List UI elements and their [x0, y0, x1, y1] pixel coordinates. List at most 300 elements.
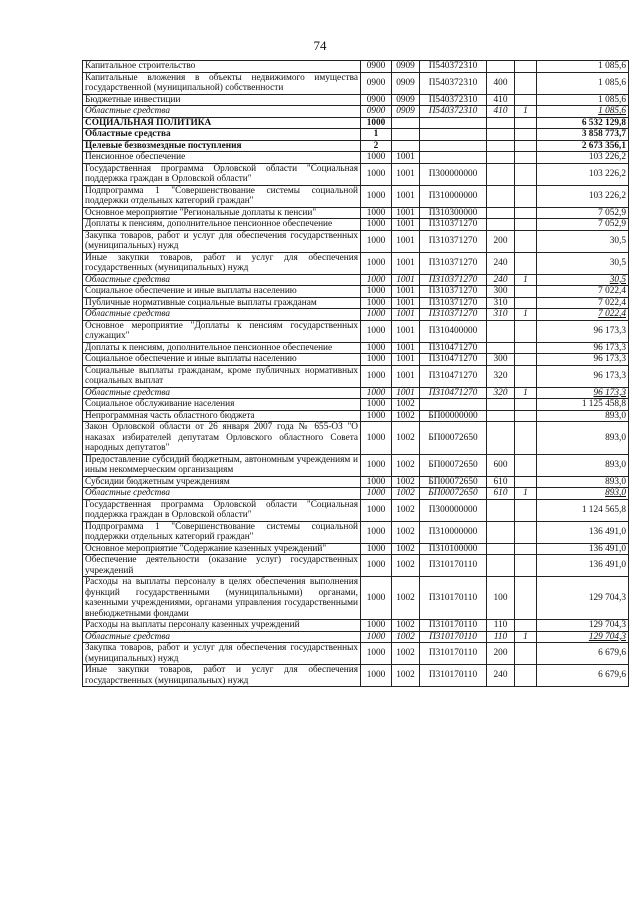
cell-funding-source: 1: [515, 106, 537, 118]
cell-expense-type: [487, 207, 515, 219]
cell-amount: 1 085,6: [537, 72, 629, 94]
cell-funding-source: [515, 454, 537, 476]
cell-subsection: 1002: [392, 488, 420, 500]
table-row: [83, 555, 629, 577]
table-row: [83, 286, 629, 298]
cell-amount: 6 679,6: [537, 665, 629, 687]
cell-subsection: 1002: [392, 476, 420, 488]
cell-expense-type: [487, 152, 515, 164]
cell-expense-type: [487, 320, 515, 342]
cell-section: 1000: [361, 454, 392, 476]
cell-section: 1000: [361, 422, 392, 455]
cell-amount: 136 491,0: [537, 521, 629, 543]
cell-name: Капитальное строительство: [83, 61, 361, 73]
cell-name: Закон Орловской области от 26 января 2007 года № 655-ОЗ "О наказах избирателей депутатам Орловского областного Совета народных депутатов": [83, 422, 361, 455]
cell-funding-source: [515, 620, 537, 632]
cell-section: 1000: [361, 476, 392, 488]
table-row: [83, 577, 629, 620]
cell-amount: 7 022,4: [537, 309, 629, 321]
cell-amount: 129 704,3: [537, 631, 629, 643]
table-row: [83, 117, 629, 129]
cell-funding-source: [515, 152, 537, 164]
cell-expense-type: 110: [487, 631, 515, 643]
cell-name: Пенсионное обеспечение: [83, 152, 361, 164]
cell-amount: 3 858 773,7: [537, 129, 629, 141]
cell-target-article: П310170110: [420, 643, 487, 665]
cell-subsection: 1002: [392, 521, 420, 543]
cell-expense-type: [487, 399, 515, 411]
cell-amount: 103 226,2: [537, 185, 629, 207]
cell-name: Областные средства: [83, 488, 361, 500]
cell-section: 1000: [361, 577, 392, 620]
table-row: [83, 620, 629, 632]
cell-section: 1000: [361, 410, 392, 422]
cell-subsection: 1001: [392, 252, 420, 274]
cell-expense-type: [487, 117, 515, 129]
cell-section: 1000: [361, 665, 392, 687]
cell-target-article: [420, 129, 487, 141]
cell-section: 0900: [361, 106, 392, 118]
cell-target-article: П540372310: [420, 106, 487, 118]
cell-amount: 6 532 129,8: [537, 117, 629, 129]
cell-section: 1000: [361, 152, 392, 164]
table-row: [83, 72, 629, 94]
table-row: [83, 354, 629, 366]
cell-name: Социальное обеспечение и иные выплаты населению: [83, 286, 361, 298]
cell-amount: 30,5: [537, 252, 629, 274]
cell-expense-type: [487, 185, 515, 207]
cell-name: Закупка товаров, работ и услуг для обеспечения государственных (муниципальных) нужд: [83, 230, 361, 252]
cell-funding-source: [515, 399, 537, 411]
cell-amount: 7 052,9: [537, 207, 629, 219]
cell-section: 1000: [361, 399, 392, 411]
table-row: [83, 399, 629, 411]
cell-section: 1000: [361, 555, 392, 577]
cell-subsection: 1001: [392, 207, 420, 219]
cell-subsection: 1001: [392, 320, 420, 342]
cell-section: 1000: [361, 643, 392, 665]
cell-expense-type: 400: [487, 72, 515, 94]
cell-section: 0900: [361, 94, 392, 106]
cell-expense-type: 310: [487, 297, 515, 309]
cell-section: 1000: [361, 488, 392, 500]
cell-subsection: [392, 117, 420, 129]
cell-funding-source: 1: [515, 274, 537, 286]
cell-amount: 893,0: [537, 454, 629, 476]
cell-subsection: 1001: [392, 219, 420, 231]
cell-subsection: 1001: [392, 365, 420, 387]
cell-amount: 30,5: [537, 274, 629, 286]
cell-section: 1000: [361, 320, 392, 342]
cell-section: 1000: [361, 219, 392, 231]
cell-funding-source: [515, 219, 537, 231]
cell-subsection: 1002: [392, 454, 420, 476]
cell-section: 1000: [361, 252, 392, 274]
cell-section: 1000: [361, 521, 392, 543]
cell-target-article: П310371270: [420, 230, 487, 252]
cell-funding-source: [515, 422, 537, 455]
cell-name: Субсидии бюджетным учреждениям: [83, 476, 361, 488]
cell-amount: 893,0: [537, 410, 629, 422]
cell-target-article: БП00072650: [420, 476, 487, 488]
cell-subsection: 1001: [392, 152, 420, 164]
cell-target-article: БП00072650: [420, 488, 487, 500]
cell-expense-type: 200: [487, 230, 515, 252]
table-row: [83, 476, 629, 488]
cell-section: 1000: [361, 297, 392, 309]
cell-target-article: П310170110: [420, 555, 487, 577]
cell-name: Областные средства: [83, 129, 361, 141]
cell-section: 1000: [361, 342, 392, 354]
cell-funding-source: [515, 577, 537, 620]
cell-subsection: [392, 140, 420, 152]
cell-expense-type: 300: [487, 354, 515, 366]
cell-expense-type: [487, 422, 515, 455]
cell-expense-type: 240: [487, 665, 515, 687]
table-row: [83, 365, 629, 387]
cell-name: Иные закупки товаров, работ и услуг для обеспечения государственных (муниципальных) нужд: [83, 665, 361, 687]
cell-name: Основное мероприятие "Региональные доплаты к пенсии": [83, 207, 361, 219]
cell-subsection: 1001: [392, 274, 420, 286]
table-row: [83, 410, 629, 422]
cell-name: Обеспечение деятельности (оказание услуг) государственных учреждений: [83, 555, 361, 577]
cell-name: Областные средства: [83, 274, 361, 286]
cell-target-article: [420, 152, 487, 164]
table-row: [83, 297, 629, 309]
cell-subsection: 1002: [392, 643, 420, 665]
cell-funding-source: 1: [515, 631, 537, 643]
cell-target-article: П310000000: [420, 521, 487, 543]
cell-subsection: 1001: [392, 354, 420, 366]
cell-amount: 136 491,0: [537, 555, 629, 577]
cell-section: 1: [361, 129, 392, 141]
table-row: [83, 543, 629, 555]
table-row: [83, 140, 629, 152]
cell-expense-type: [487, 342, 515, 354]
cell-expense-type: [487, 499, 515, 521]
cell-target-article: [420, 117, 487, 129]
cell-subsection: 1002: [392, 631, 420, 643]
table-row: [83, 61, 629, 73]
cell-name: Областные средства: [83, 387, 361, 399]
cell-expense-type: 410: [487, 106, 515, 118]
table-row: [83, 499, 629, 521]
table-row: [83, 274, 629, 286]
cell-funding-source: 1: [515, 309, 537, 321]
cell-amount: 893,0: [537, 488, 629, 500]
cell-amount: 7 022,4: [537, 286, 629, 298]
cell-target-article: П310170110: [420, 577, 487, 620]
cell-amount: 96 173,3: [537, 320, 629, 342]
cell-target-article: П540372310: [420, 72, 487, 94]
cell-target-article: БП00072650: [420, 454, 487, 476]
cell-expense-type: [487, 521, 515, 543]
cell-funding-source: [515, 499, 537, 521]
cell-funding-source: 1: [515, 387, 537, 399]
cell-amount: 96 173,3: [537, 342, 629, 354]
cell-expense-type: 110: [487, 620, 515, 632]
cell-section: 1000: [361, 543, 392, 555]
cell-target-article: [420, 140, 487, 152]
cell-expense-type: 320: [487, 387, 515, 399]
table-row: [83, 94, 629, 106]
cell-subsection: 1001: [392, 286, 420, 298]
cell-name: Иные закупки товаров, работ и услуг для обеспечения государственных (муниципальных) нужд: [83, 252, 361, 274]
table-row: [83, 342, 629, 354]
cell-subsection: 1002: [392, 620, 420, 632]
cell-funding-source: [515, 252, 537, 274]
cell-funding-source: [515, 94, 537, 106]
cell-amount: 2 673 356,1: [537, 140, 629, 152]
cell-expense-type: 240: [487, 252, 515, 274]
cell-name: Целевые безвозмездные поступления: [83, 140, 361, 152]
cell-amount: 96 173,3: [537, 387, 629, 399]
cell-amount: 1 085,6: [537, 106, 629, 118]
cell-amount: 103 226,2: [537, 152, 629, 164]
cell-subsection: 1002: [392, 577, 420, 620]
cell-target-article: П310471270: [420, 354, 487, 366]
cell-amount: 7 052,9: [537, 219, 629, 231]
cell-amount: 96 173,3: [537, 365, 629, 387]
cell-target-article: П310300000: [420, 207, 487, 219]
cell-section: 1000: [361, 499, 392, 521]
budget-table-body: [83, 61, 629, 687]
cell-funding-source: [515, 297, 537, 309]
cell-expense-type: [487, 543, 515, 555]
cell-target-article: БП00000000: [420, 410, 487, 422]
cell-funding-source: [515, 476, 537, 488]
cell-funding-source: [515, 286, 537, 298]
table-row: [83, 230, 629, 252]
cell-name: Социальные выплаты гражданам, кроме публичных нормативных социальных выплат: [83, 365, 361, 387]
table-row: [83, 521, 629, 543]
cell-expense-type: 410: [487, 94, 515, 106]
table-row: [83, 665, 629, 687]
cell-funding-source: [515, 521, 537, 543]
cell-name: Расходы на выплаты персоналу в целях обеспечения выполнения функций государственными (муниципальными) органами, казенными учреждениями, органами управления государственными внебюджетными фондами: [83, 577, 361, 620]
cell-section: 1000: [361, 207, 392, 219]
cell-target-article: П300000000: [420, 499, 487, 521]
cell-name: Основное мероприятие "Доплаты к пенсиям государственных служащих": [83, 320, 361, 342]
cell-target-article: П540372310: [420, 61, 487, 73]
cell-name: Социальное обеспечение и иные выплаты населению: [83, 354, 361, 366]
cell-subsection: 1002: [392, 422, 420, 455]
cell-amount: 1 085,6: [537, 94, 629, 106]
cell-expense-type: 310: [487, 309, 515, 321]
cell-funding-source: [515, 365, 537, 387]
cell-target-article: П310471270: [420, 342, 487, 354]
cell-subsection: 0909: [392, 61, 420, 73]
cell-funding-source: [515, 185, 537, 207]
cell-expense-type: [487, 140, 515, 152]
cell-expense-type: [487, 129, 515, 141]
cell-name: Областные средства: [83, 631, 361, 643]
cell-target-article: П310371270: [420, 297, 487, 309]
cell-target-article: П310371270: [420, 219, 487, 231]
cell-name: Областные средства: [83, 309, 361, 321]
cell-amount: 30,5: [537, 230, 629, 252]
cell-funding-source: [515, 207, 537, 219]
cell-target-article: П310371270: [420, 274, 487, 286]
cell-section: 1000: [361, 387, 392, 399]
cell-expense-type: 100: [487, 577, 515, 620]
table-row: [83, 309, 629, 321]
cell-expense-type: 610: [487, 488, 515, 500]
cell-funding-source: [515, 61, 537, 73]
cell-section: 1000: [361, 163, 392, 185]
cell-name: Доплаты к пенсиям, дополнительное пенсионное обеспечение: [83, 219, 361, 231]
cell-target-article: П310371270: [420, 252, 487, 274]
cell-amount: 893,0: [537, 476, 629, 488]
cell-funding-source: [515, 643, 537, 665]
cell-subsection: 1002: [392, 665, 420, 687]
cell-section: 0900: [361, 72, 392, 94]
table-row: [83, 219, 629, 231]
cell-name: СОЦИАЛЬНАЯ ПОЛИТИКА: [83, 117, 361, 129]
cell-expense-type: 610: [487, 476, 515, 488]
cell-expense-type: 240: [487, 274, 515, 286]
cell-section: 1000: [361, 365, 392, 387]
cell-subsection: 1001: [392, 163, 420, 185]
cell-section: 0900: [361, 61, 392, 73]
cell-target-article: БП00072650: [420, 422, 487, 455]
table-row: [83, 207, 629, 219]
cell-funding-source: [515, 410, 537, 422]
cell-name: Непрограммная часть областного бюджета: [83, 410, 361, 422]
cell-section: 1000: [361, 274, 392, 286]
cell-amount: 7 022,4: [537, 297, 629, 309]
cell-target-article: П310471270: [420, 365, 487, 387]
page-number: 74: [313, 38, 327, 53]
cell-section: 1000: [361, 631, 392, 643]
cell-funding-source: [515, 72, 537, 94]
cell-target-article: П310000000: [420, 185, 487, 207]
cell-amount: 1 085,6: [537, 61, 629, 73]
cell-amount: 1 124 565,8: [537, 499, 629, 521]
cell-section: 1000: [361, 354, 392, 366]
cell-funding-source: [515, 117, 537, 129]
table-row: [83, 422, 629, 455]
cell-name: Областные средства: [83, 106, 361, 118]
cell-target-article: П310170110: [420, 665, 487, 687]
cell-expense-type: 320: [487, 365, 515, 387]
cell-subsection: 1002: [392, 399, 420, 411]
cell-funding-source: [515, 665, 537, 687]
table-row: [83, 320, 629, 342]
cell-amount: 1 125 458,8: [537, 399, 629, 411]
cell-amount: 96 173,3: [537, 354, 629, 366]
cell-subsection: 1002: [392, 410, 420, 422]
table-row: [83, 643, 629, 665]
table-row: [83, 387, 629, 399]
cell-name: Государственная программа Орловской области "Социальная поддержка граждан в Орловской области": [83, 499, 361, 521]
cell-name: Социальное обслуживание населения: [83, 399, 361, 411]
table-row: [83, 129, 629, 141]
cell-funding-source: [515, 163, 537, 185]
cell-target-article: П310371270: [420, 286, 487, 298]
cell-name: Публичные нормативные социальные выплаты гражданам: [83, 297, 361, 309]
cell-amount: 103 226,2: [537, 163, 629, 185]
cell-amount: 129 704,3: [537, 620, 629, 632]
cell-target-article: П310170110: [420, 620, 487, 632]
cell-subsection: 1001: [392, 230, 420, 252]
cell-expense-type: [487, 555, 515, 577]
cell-expense-type: [487, 219, 515, 231]
cell-name: Основное мероприятие "Содержание казенных учреждений": [83, 543, 361, 555]
cell-subsection: [392, 129, 420, 141]
cell-name: Подпрограмма 1 "Совершенствование системы социальной поддержки отдельных категорий граждан": [83, 521, 361, 543]
cell-section: 1000: [361, 309, 392, 321]
cell-funding-source: [515, 354, 537, 366]
cell-subsection: 1001: [392, 342, 420, 354]
table-row: [83, 152, 629, 164]
cell-subsection: 0909: [392, 94, 420, 106]
cell-subsection: 1001: [392, 185, 420, 207]
cell-section: 1000: [361, 286, 392, 298]
cell-expense-type: 300: [487, 286, 515, 298]
cell-funding-source: [515, 543, 537, 555]
cell-name: Капитальные вложения в объекты недвижимого имущества государственной (муниципальной) собственности: [83, 72, 361, 94]
cell-expense-type: 600: [487, 454, 515, 476]
cell-expense-type: [487, 61, 515, 73]
cell-funding-source: [515, 320, 537, 342]
cell-name: Расходы на выплаты персоналу казенных учреждений: [83, 620, 361, 632]
cell-target-article: П310100000: [420, 543, 487, 555]
cell-subsection: 1002: [392, 555, 420, 577]
cell-section: 1000: [361, 620, 392, 632]
cell-name: Предоставление субсидий бюджетным, автономным учреждениям и иным некоммерческим организациям: [83, 454, 361, 476]
cell-expense-type: [487, 410, 515, 422]
cell-funding-source: [515, 129, 537, 141]
table-row: [83, 163, 629, 185]
table-row: [83, 454, 629, 476]
table-row: [83, 631, 629, 643]
cell-expense-type: 200: [487, 643, 515, 665]
cell-target-article: П300000000: [420, 163, 487, 185]
cell-amount: 893,0: [537, 422, 629, 455]
cell-target-article: П310471270: [420, 387, 487, 399]
cell-name: Бюджетные инвестиции: [83, 94, 361, 106]
cell-section: 1000: [361, 117, 392, 129]
cell-target-article: [420, 399, 487, 411]
cell-name: Доплаты к пенсиям, дополнительное пенсионное обеспечение: [83, 342, 361, 354]
cell-amount: 129 704,3: [537, 577, 629, 620]
cell-subsection: 1002: [392, 543, 420, 555]
cell-funding-source: [515, 555, 537, 577]
cell-target-article: П540372310: [420, 94, 487, 106]
cell-subsection: 1001: [392, 297, 420, 309]
cell-target-article: П310170110: [420, 631, 487, 643]
cell-subsection: 1001: [392, 387, 420, 399]
cell-name: Закупка товаров, работ и услуг для обеспечения государственных (муниципальных) нужд: [83, 643, 361, 665]
table-row: [83, 252, 629, 274]
cell-name: Подпрограмма 1 "Совершенствование системы социальной поддержки отдельных категорий граждан": [83, 185, 361, 207]
cell-subsection: 0909: [392, 72, 420, 94]
cell-amount: 6 679,6: [537, 643, 629, 665]
cell-name: Государственная программа Орловской области "Социальная поддержка граждан в Орловской области": [83, 163, 361, 185]
cell-subsection: 0909: [392, 106, 420, 118]
cell-subsection: 1002: [392, 499, 420, 521]
cell-section: 1000: [361, 185, 392, 207]
cell-target-article: П310371270: [420, 309, 487, 321]
cell-funding-source: 1: [515, 488, 537, 500]
cell-subsection: 1001: [392, 309, 420, 321]
cell-funding-source: [515, 342, 537, 354]
cell-section: 1000: [361, 230, 392, 252]
budget-table: [82, 60, 629, 687]
cell-funding-source: [515, 230, 537, 252]
cell-expense-type: [487, 163, 515, 185]
